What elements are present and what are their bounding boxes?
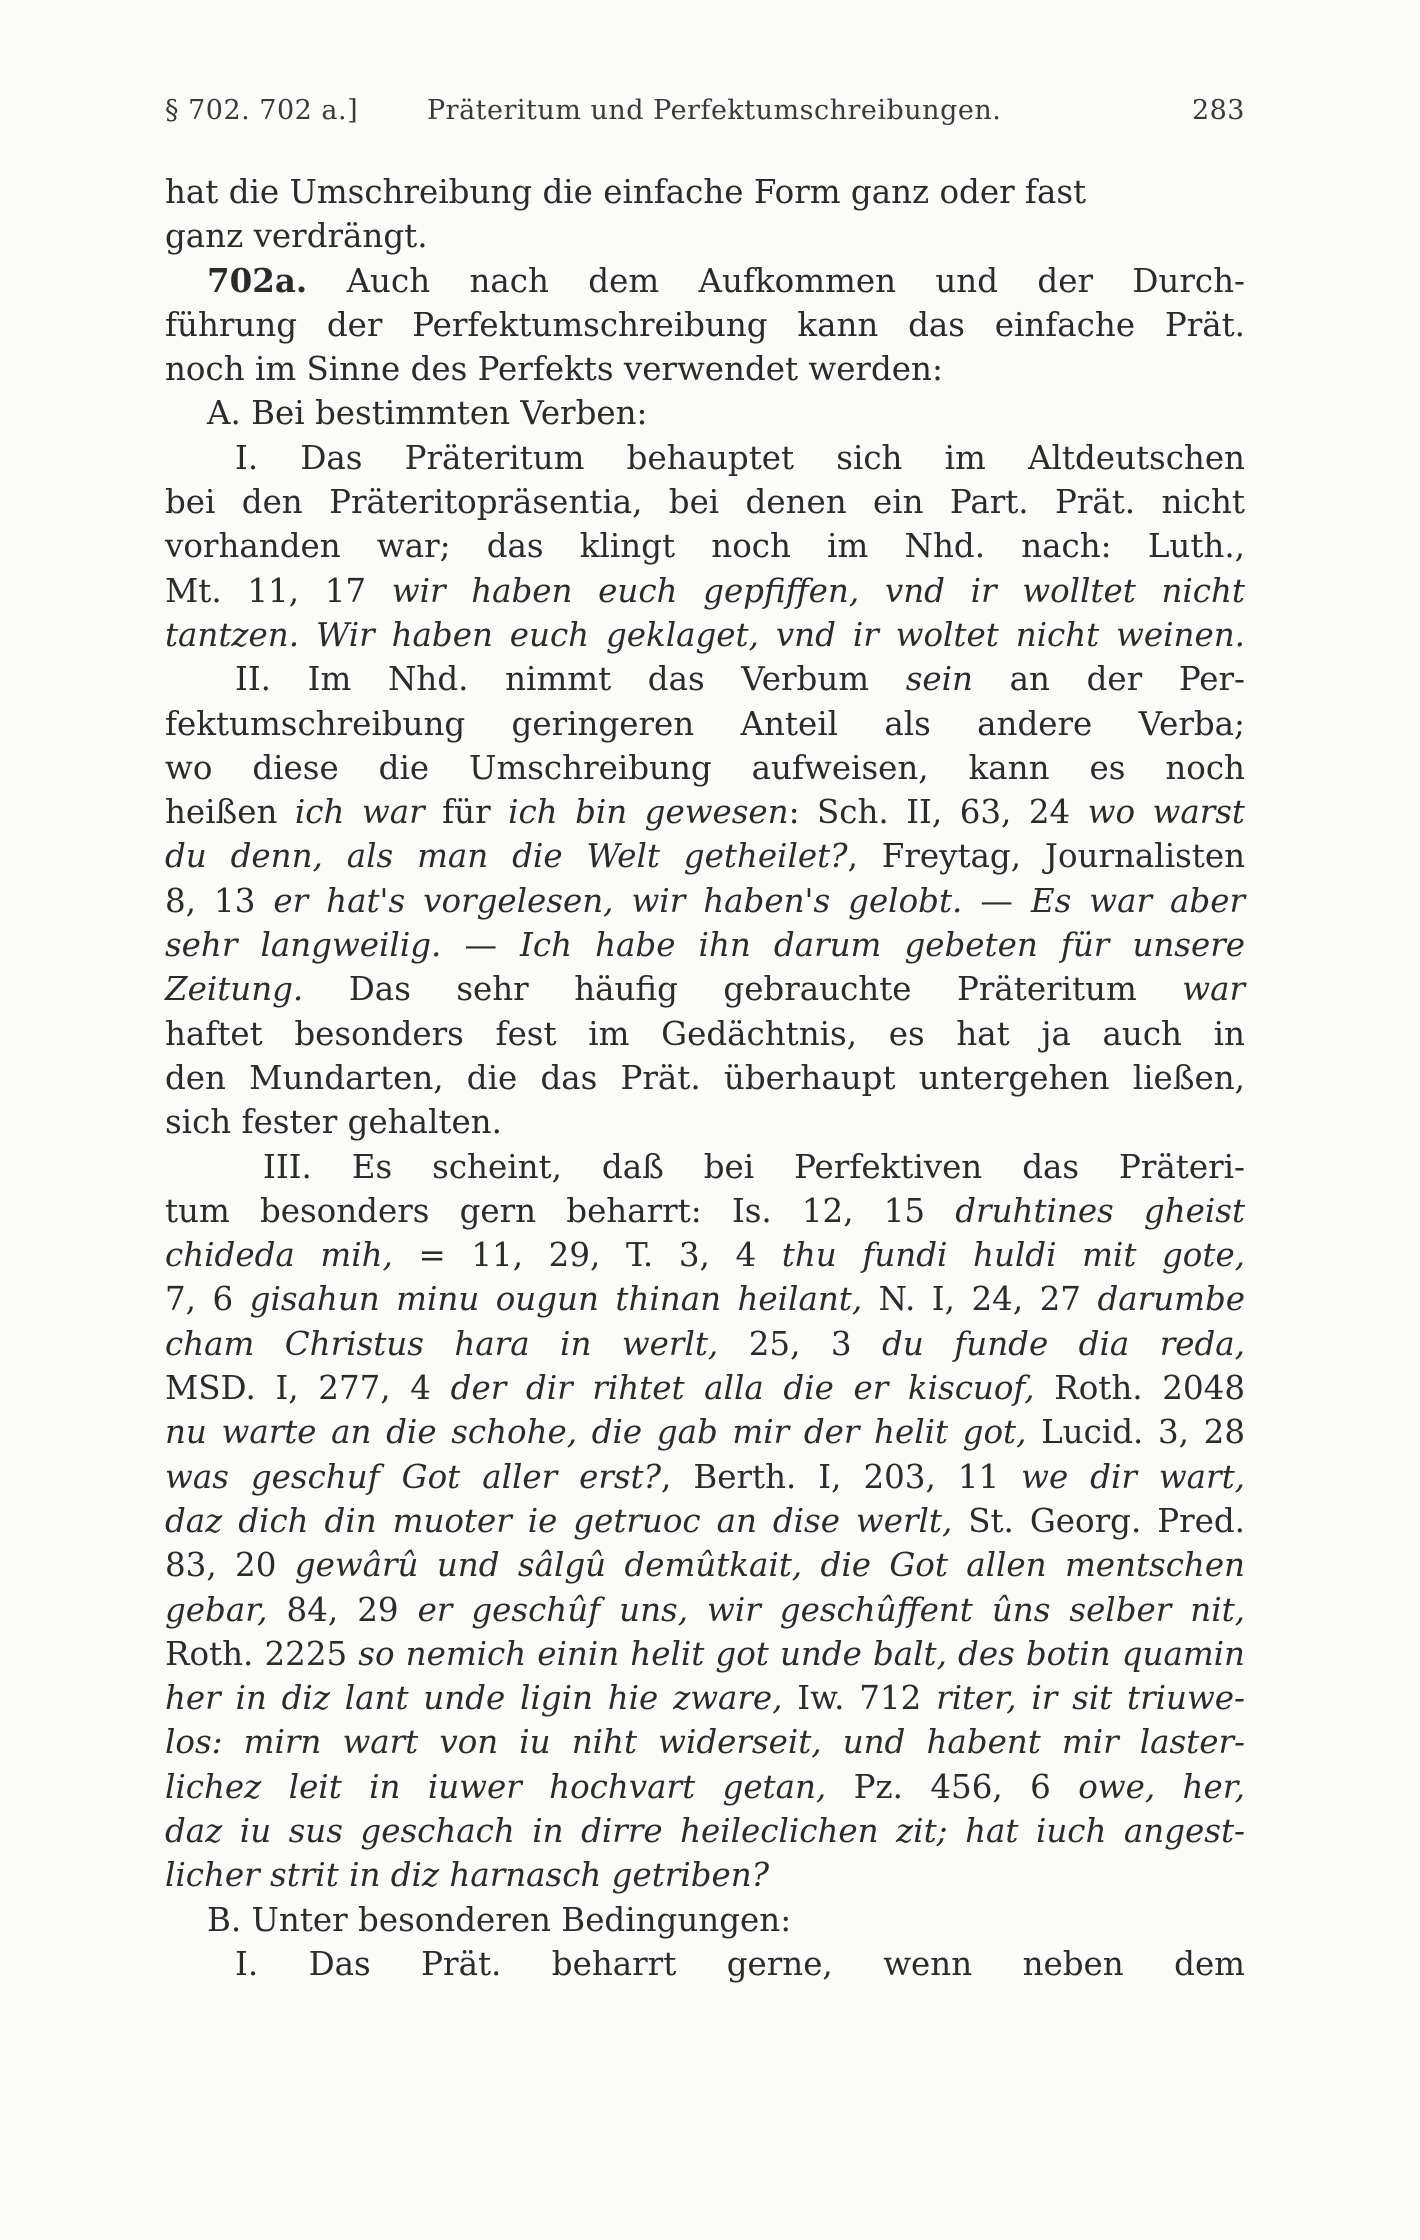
text-line (165, 1942, 1245, 1986)
text-line (165, 1809, 1245, 1853)
italic-run: der dir rihtet alla die er kiscuof, (450, 1369, 1035, 1408)
italic-run: wo warst (1087, 793, 1245, 832)
italic-run: thu fundi huldi mit gote, (781, 1236, 1246, 1275)
italic-run: tantzen. Wir haben euch geklaget, vnd ir woltet nicht weinen. (165, 615, 1245, 654)
italic-run: so nemich einin helit got unde balt, des botin quamin (358, 1634, 1245, 1673)
text-run: , Berth. I, 203, 11 (661, 1457, 1022, 1496)
text-run: — (441, 926, 521, 965)
italic-run: ich war (294, 793, 425, 832)
text-line (165, 1898, 1245, 1942)
text-line (165, 1632, 1245, 1676)
italic-run: licher strit in diz harnasch getriben? (165, 1856, 770, 1895)
text-run: N. I, 24, 27 (862, 1280, 1098, 1319)
italic-run: Es war aber (1030, 881, 1245, 920)
text-run: Das sehr häufig gebrauchte Präteritum (303, 970, 1183, 1009)
text-line (165, 303, 1245, 347)
text-run: für (424, 793, 509, 832)
bold-run: 702a. (207, 260, 308, 300)
text-line (165, 1056, 1245, 1100)
header-section-ref: § 702. 702 a.] (165, 95, 359, 126)
text-line (165, 746, 1245, 790)
text-run: noch im Sinne des Perfekts verwendet werden: (165, 350, 943, 389)
text-run: A. Bei bestimmten Verben: (207, 394, 648, 433)
text-line (165, 613, 1245, 657)
italic-run: daz iu sus geschach in dirre heileclichen zit; (165, 1811, 948, 1850)
text-run: I. Das Prät. beharrt gerne, wenn neben dem (235, 1944, 1245, 1983)
italic-run: nu warte an die schohe, die gab mir der helit got, (165, 1413, 1027, 1452)
italic-run: owe, her, (1078, 1767, 1246, 1806)
italic-run: du denn, als man die Welt getheilet? (165, 837, 848, 876)
text-run: vorhanden war; das klingt noch im Nhd. nach: Luth., (165, 527, 1245, 566)
text-line (165, 569, 1245, 613)
text-run: Roth. 2225 (165, 1634, 359, 1673)
text-run: : Sch. II, 63, 24 (788, 793, 1088, 832)
text-run: St. Georg. Pred. (952, 1501, 1245, 1540)
italic-run: gebar, (165, 1590, 268, 1629)
text-line (165, 834, 1245, 878)
text-run: — (962, 881, 1031, 920)
italic-run: ich bin gewesen (508, 793, 789, 832)
text-run: 83, 20 (165, 1546, 295, 1585)
italic-run: riter, ir sit triuwe- (936, 1679, 1245, 1718)
text-line (165, 347, 1245, 391)
italic-run: was geschuf Got aller erst? (165, 1457, 662, 1496)
text-line (165, 480, 1245, 524)
text-line (165, 1277, 1245, 1321)
italic-run: er geschûf uns, wir geschûffent ûns selber nit, (417, 1590, 1245, 1629)
italic-run: daz dich din muoter ie getruoc an dise werlt, (165, 1501, 953, 1540)
text-run: Mt. 11, 17 (165, 571, 392, 610)
italic-run: Zeitung. (165, 970, 304, 1009)
italic-run: lichez leit in iuwer hochvart getan, (165, 1767, 827, 1806)
text-run: Lucid. 3, 28 (1026, 1413, 1245, 1452)
text-line (165, 436, 1245, 480)
text-run: führung der Perfektumschreibung kann das einfache Prät. (165, 305, 1245, 344)
text-run: heißen (165, 793, 295, 832)
text-run: ganz verdrängt. (165, 217, 428, 256)
text-line (165, 170, 1245, 214)
text-line (165, 702, 1245, 746)
text-line (165, 1012, 1245, 1056)
italic-run: druhtines gheist (955, 1191, 1245, 1230)
text-line (165, 214, 1245, 258)
italic-run: war (1182, 970, 1245, 1009)
text-run: 7, 6 (165, 1280, 250, 1319)
text-line (165, 1189, 1245, 1233)
text-line (165, 1588, 1245, 1632)
text-run: III. Es scheint, daß bei Perfektiven das Präteri- (263, 1147, 1245, 1186)
italic-run: gewârû und sâlgû demûtkait, die Got allen mentschen (294, 1546, 1245, 1585)
text-line (165, 524, 1245, 568)
text-run: Roth. 2048 (1034, 1369, 1245, 1408)
italic-run: her in diz lant unde ligin hie zware, (165, 1679, 783, 1718)
text-run: bei den Präteritopräsentia, bei denen ein Part. Prät. nicht (165, 483, 1245, 522)
italic-run: los: mirn wart von iu niht widerseit, und habent mir laster- (165, 1723, 1245, 1762)
text-line (165, 1145, 1245, 1189)
text-line (165, 1100, 1245, 1144)
text-run: II. Im Nhd. nimmt das Verbum (235, 660, 906, 699)
text-run: 84, 29 (267, 1590, 418, 1629)
text-run: fektumschreibung geringeren Anteil als andere Verba; (165, 704, 1245, 743)
text-run: 25, 3 (718, 1324, 883, 1363)
text-run: , Freytag, Journalisten (847, 837, 1245, 876)
text-line (165, 923, 1245, 967)
text-line (165, 1765, 1245, 1809)
italic-run: sein (905, 660, 973, 699)
italic-run: du funde dia reda, (882, 1324, 1245, 1363)
text-line (165, 1366, 1245, 1410)
text-run: haftet besonders fest im Gedächtnis, es hat ja auch in (165, 1014, 1245, 1053)
italic-run: sehr langweilig. (165, 926, 442, 965)
text-line (165, 1410, 1245, 1454)
text-run: I. Das Präteritum behauptet sich im Altdeutschen (235, 438, 1245, 477)
text-line (165, 1455, 1245, 1499)
text-line (165, 259, 1245, 303)
text-line (165, 879, 1245, 923)
text-line (165, 790, 1245, 834)
text-run: Iw. 712 (782, 1679, 937, 1718)
italic-run: we dir wart, (1021, 1457, 1245, 1496)
text-run: B. Unter besonderen Bedingungen: (207, 1900, 792, 1939)
text-run: 8, 13 (165, 881, 274, 920)
text-line (165, 657, 1245, 701)
italic-run: Ich habe ihn darum gebeten für unsere (520, 926, 1245, 965)
text-line (165, 1499, 1245, 1543)
text-line (165, 391, 1245, 435)
header-title: Präteritum und Perfektumschreibungen. (427, 95, 1002, 126)
italic-run: er hat's vorgelesen, wir haben's gelobt. (273, 881, 963, 920)
italic-run: hat iuch angest- (965, 1811, 1245, 1850)
page-number: 283 (1191, 95, 1245, 126)
text-run (948, 1812, 966, 1850)
text-line (165, 1233, 1245, 1277)
italic-run: darumbe (1097, 1280, 1245, 1319)
text-run: = 11, 29, T. 3, 4 (392, 1236, 782, 1275)
text-line (165, 1676, 1245, 1720)
text-line (165, 1322, 1245, 1366)
text-line (165, 1720, 1245, 1764)
italic-run: gisahun minu ougun thinan heilant, (249, 1280, 863, 1319)
text-line (165, 1853, 1245, 1897)
italic-run: wir haben euch gepfiffen, vnd ir wolltet nicht (391, 571, 1245, 610)
text-run: Pz. 456, 6 (826, 1767, 1079, 1806)
italic-run: cham Christus hara in werlt, (165, 1324, 719, 1363)
text-line (165, 967, 1245, 1011)
page-body-text (165, 170, 1245, 1986)
text-run: an der Per- (973, 660, 1245, 699)
text-run: tum besonders gern beharrt: Is. 12, 15 (165, 1191, 956, 1230)
text-run: wo diese die Umschreibung aufweisen, kann es noch (165, 748, 1245, 787)
italic-run: chideda mih, (165, 1236, 393, 1275)
text-run: Auch nach dem Aufkommen und der Durch- (307, 261, 1245, 300)
text-line (165, 1543, 1245, 1587)
text-run: hat die Umschreibung die einfache Form ganz oder fast (165, 173, 1087, 211)
text-run: den Mundarten, die das Prät. überhaupt untergehen ließen, (165, 1058, 1245, 1097)
text-run: sich fester gehalten. (165, 1103, 502, 1142)
text-run: MSD. I, 277, 4 (165, 1369, 451, 1408)
